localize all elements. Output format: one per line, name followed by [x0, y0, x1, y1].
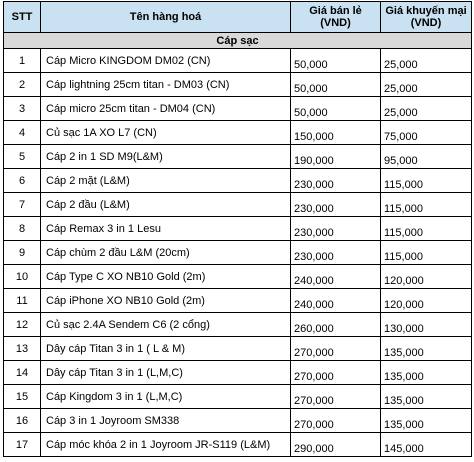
row-product-name: Dây cáp Titan 3 in 1 (L,M,C): [41, 361, 291, 385]
row-stt: 15: [4, 385, 41, 409]
row-product-name: Củ sạc 2.4A Sendem C6 (2 cổng): [41, 313, 291, 337]
row-promo-price: 25,000: [381, 97, 472, 121]
table-row: [4, 313, 472, 337]
row-stt: 12: [4, 313, 41, 337]
row-retail-price: 260,000: [291, 313, 381, 337]
table-row: [4, 241, 472, 265]
row-retail-price: 290,000: [291, 433, 381, 457]
table-row: [4, 265, 472, 289]
row-retail-price: 270,000: [291, 385, 381, 409]
table-row: [4, 121, 472, 145]
row-retail-price: 150,000: [291, 121, 381, 145]
row-product-name: Cáp Kingdom 3 in 1 (L,M,C): [41, 385, 291, 409]
row-stt: 3: [4, 97, 41, 121]
row-promo-price: 25,000: [381, 73, 472, 97]
row-promo-price: 25,000: [381, 49, 472, 73]
row-stt: 7: [4, 193, 41, 217]
row-promo-price: 145,000: [381, 433, 472, 457]
row-product-name: Cáp Type C XO NB10 Gold (2m): [41, 265, 291, 289]
row-promo-price: 115,000: [381, 217, 472, 241]
header-retail-price: Giá bán lẻ (VND): [291, 2, 381, 33]
price-table: [3, 1, 472, 457]
table-row: [4, 385, 472, 409]
row-product-name: Cáp 3 in 1 Joyroom SM338: [41, 409, 291, 433]
row-promo-price: 135,000: [381, 361, 472, 385]
row-retail-price: 270,000: [291, 361, 381, 385]
row-product-name: Cáp micro 25cm titan - DM04 (CN): [41, 97, 291, 121]
row-product-name: Cáp 2 in 1 SD M9(L&M): [41, 145, 291, 169]
row-stt: 2: [4, 73, 41, 97]
row-stt: 4: [4, 121, 41, 145]
row-retail-price: 240,000: [291, 289, 381, 313]
table-row: [4, 337, 472, 361]
row-promo-price: 135,000: [381, 385, 472, 409]
table-row: [4, 145, 472, 169]
row-retail-price: 240,000: [291, 265, 381, 289]
table-row: [4, 433, 472, 457]
row-product-name: Cáp 2 mặt (L&M): [41, 169, 291, 193]
row-product-name: Cáp lightning 25cm titan - DM03 (CN): [41, 73, 291, 97]
header-stt: STT: [4, 2, 41, 33]
row-product-name: Cáp chùm 2 đầu L&M (20cm): [41, 241, 291, 265]
row-promo-price: 115,000: [381, 241, 472, 265]
row-promo-price: 130,000: [381, 313, 472, 337]
header-promo-price: Giá khuyến mại (VND): [381, 2, 472, 33]
row-stt: 13: [4, 337, 41, 361]
row-promo-price: 115,000: [381, 169, 472, 193]
table-row: [4, 193, 472, 217]
row-promo-price: 115,000: [381, 193, 472, 217]
section-title: Cáp sạc: [4, 33, 472, 49]
table-row: [4, 73, 472, 97]
row-product-name: Củ sạc 1A XO L7 (CN): [41, 121, 291, 145]
row-retail-price: 190,000: [291, 145, 381, 169]
row-retail-price: 270,000: [291, 337, 381, 361]
row-stt: 8: [4, 217, 41, 241]
row-product-name: Cáp iPhone XO NB10 Gold (2m): [41, 289, 291, 313]
row-stt: 17: [4, 433, 41, 457]
table-row: [4, 289, 472, 313]
row-retail-price: 270,000: [291, 409, 381, 433]
table-row: [4, 169, 472, 193]
row-promo-price: 120,000: [381, 265, 472, 289]
row-stt: 9: [4, 241, 41, 265]
row-stt: 6: [4, 169, 41, 193]
row-stt: 5: [4, 145, 41, 169]
row-stt: 14: [4, 361, 41, 385]
header-name: Tên hàng hoá: [41, 2, 291, 33]
table-row: [4, 97, 472, 121]
row-retail-price: 50,000: [291, 49, 381, 73]
row-stt: 16: [4, 409, 41, 433]
table-row: [4, 409, 472, 433]
row-retail-price: 230,000: [291, 169, 381, 193]
row-promo-price: 75,000: [381, 121, 472, 145]
row-promo-price: 120,000: [381, 289, 472, 313]
row-retail-price: 230,000: [291, 217, 381, 241]
row-product-name: Cáp móc khóa 2 in 1 Joyroom JR-S119 (L&M): [41, 433, 291, 457]
row-stt: 1: [4, 49, 41, 73]
row-retail-price: 230,000: [291, 241, 381, 265]
row-retail-price: 50,000: [291, 73, 381, 97]
header-row: [4, 2, 472, 33]
row-stt: 11: [4, 289, 41, 313]
section-row: [4, 33, 472, 49]
table-row: [4, 361, 472, 385]
row-product-name: Cáp 2 đầu (L&M): [41, 193, 291, 217]
row-promo-price: 95,000: [381, 145, 472, 169]
row-retail-price: 50,000: [291, 97, 381, 121]
row-retail-price: 230,000: [291, 193, 381, 217]
row-stt: 10: [4, 265, 41, 289]
table-row: [4, 49, 472, 73]
row-promo-price: 135,000: [381, 337, 472, 361]
row-product-name: Cáp Remax 3 in 1 Lesu: [41, 217, 291, 241]
row-product-name: Dây cáp Titan 3 in 1 ( L & M): [41, 337, 291, 361]
row-promo-price: 135,000: [381, 409, 472, 433]
table-row: [4, 217, 472, 241]
row-product-name: Cáp Micro KINGDOM DM02 (CN): [41, 49, 291, 73]
